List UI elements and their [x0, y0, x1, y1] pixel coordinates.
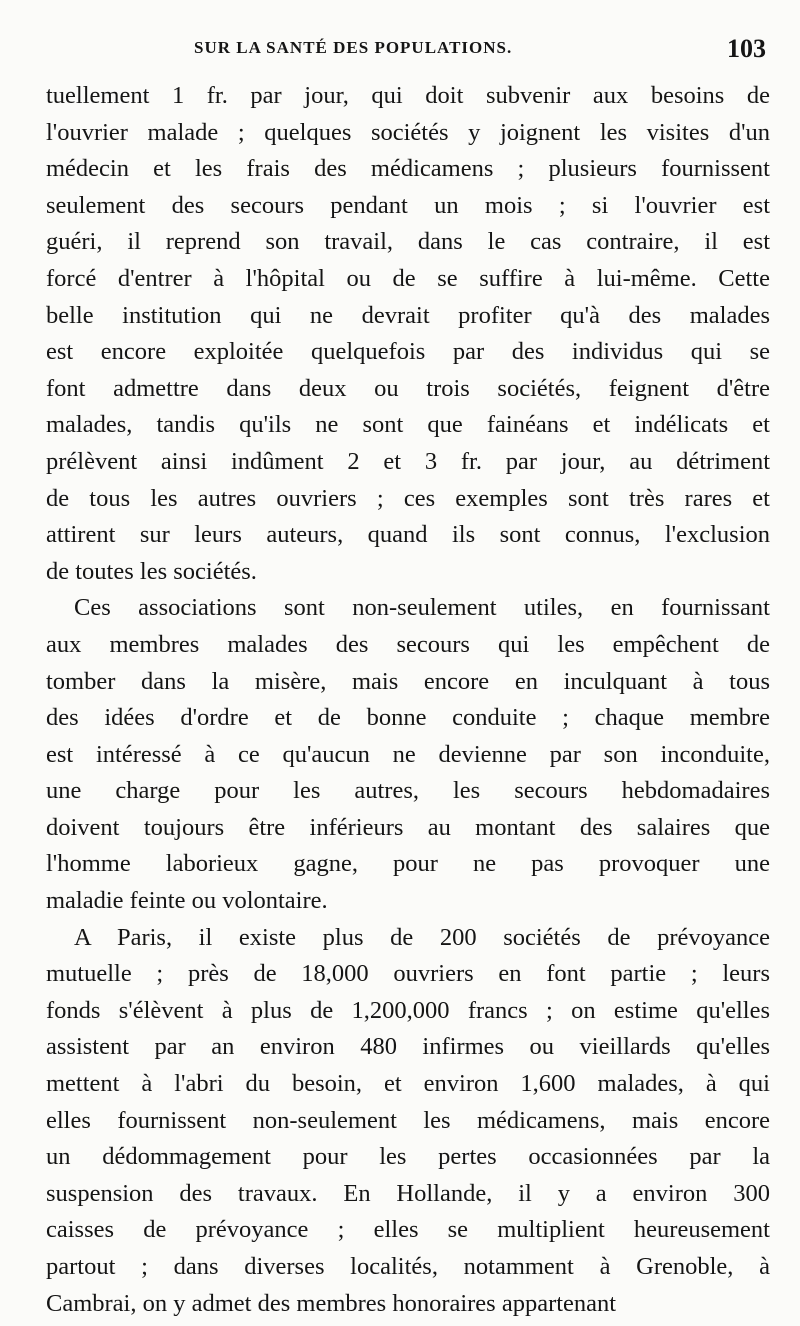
text-line: de tous les autres ouvriers ; ces exemples sont très rares et	[46, 484, 770, 512]
text-line: tuellement 1 fr. par jour, qui doit subvenir aux besoins de	[46, 82, 770, 109]
text-line: attirent sur leurs auteurs, quand ils sont connus, l'exclusion	[46, 521, 770, 549]
page-number: 103	[727, 34, 766, 63]
text-line: caisses de prévoyance ; elles se multiplient heureusement	[46, 1216, 770, 1244]
text-line: aux membres malades des secours qui les empêchent de	[46, 630, 770, 658]
text-line: mettent à l'abri du besoin, et environ 1,600 malades, à qui	[46, 1070, 770, 1098]
text-line: font admettre dans deux ou trois sociétés, feignent d'être	[46, 374, 770, 402]
text-line: doivent toujours être inférieurs au montant des salaires que	[46, 813, 770, 841]
text-line: des idées d'ordre et de bonne conduite ; chaque membre	[46, 704, 770, 732]
text-line: mutuelle ; près de 18,000 ouvriers en font partie ; leurs	[46, 960, 770, 988]
text-line: prélèvent ainsi indûment 2 et 3 fr. par jour, au détriment	[46, 447, 770, 475]
text-line: A Paris, il existe plus de 200 sociétés de prévoyance	[74, 923, 770, 951]
text-line: partout ; dans diverses localités, notamment à Grenoble, à	[46, 1253, 770, 1280]
text-line: seulement des secours pendant un mois ; si l'ouvrier est	[46, 191, 770, 219]
text-line: Ces associations sont non-seulement utiles, en fournissant	[74, 594, 770, 622]
paragraph	[46, 920, 770, 1323]
text-line: forcé d'entrer à l'hôpital ou de se suffire à lui-même. Cette	[46, 264, 770, 292]
text-line: l'ouvrier malade ; quelques sociétés y joignent les visites d'un	[46, 118, 770, 146]
running-title: SUR LA SANTÉ DES POPULATIONS.	[194, 38, 513, 57]
text-line: médecin et les frais des médicamens ; plusieurs fournissent	[46, 155, 770, 183]
text-line: elles fournissent non-seulement les médicamens, mais encore	[46, 1106, 770, 1134]
text-line: Cambrai, on y admet des membres honoraires appartenant	[46, 1289, 617, 1317]
paragraph	[46, 590, 770, 919]
text-line: l'homme laborieux gagne, pour ne pas provoquer une	[46, 850, 770, 878]
text-line: est encore exploitée quelquefois par des individus qui se	[46, 338, 770, 366]
text-line: belle institution qui ne devrait profiter qu'à des malades	[46, 301, 770, 329]
text-line: guéri, il reprend son travail, dans le cas contraire, il est	[46, 228, 770, 256]
text-line: tomber dans la misère, mais encore en inculquant à tous	[46, 667, 770, 695]
text-line: un dédommagement pour les pertes occasionnées par la	[46, 1143, 770, 1171]
text-line: malades, tandis qu'ils ne sont que fainéans et indélicats et	[46, 411, 770, 439]
text-line: assistent par an environ 480 infirmes ou vieillards qu'elles	[46, 1033, 770, 1061]
text-line: maladie feinte ou volontaire.	[46, 887, 328, 915]
text-line: fonds s'élèvent à plus de 1,200,000 francs ; on estime qu'elles	[46, 996, 770, 1024]
text-line: une charge pour les autres, les secours hebdomadaires	[46, 777, 770, 805]
text-line: est intéressé à ce qu'aucun ne devienne par son inconduite,	[46, 740, 770, 768]
text-line: de toutes les sociétés.	[46, 557, 257, 585]
body-text	[46, 78, 770, 1322]
text-line: suspension des travaux. En Hollande, il y a environ 300	[46, 1179, 770, 1207]
running-head	[46, 34, 766, 70]
paragraph	[46, 78, 770, 590]
